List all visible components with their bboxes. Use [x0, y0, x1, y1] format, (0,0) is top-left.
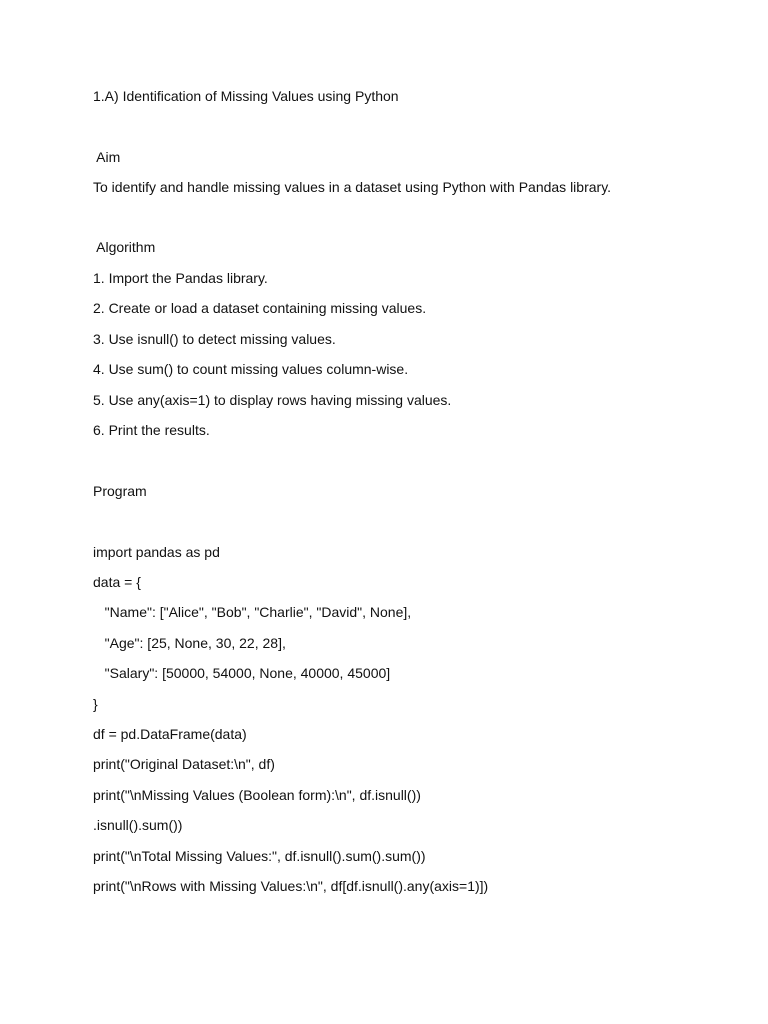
aim-heading: Aim	[93, 149, 121, 165]
algorithm-step: 6. Print the results.	[93, 422, 210, 438]
code-line: print("\nRows with Missing Values:\n", df[df.isnull().any(axis=1)])	[93, 878, 489, 894]
code-line: import pandas as pd	[93, 544, 220, 560]
code-line: "Salary": [50000, 54000, None, 40000, 45000]	[93, 665, 391, 681]
algorithm-heading: Algorithm	[93, 239, 156, 255]
algorithm-step: 2. Create or load a dataset containing missing values.	[93, 300, 427, 316]
code-line: df = pd.DataFrame(data)	[93, 726, 247, 742]
algorithm-step: 3. Use isnull() to detect missing values.	[93, 331, 336, 347]
code-line: "Name": ["Alice", "Bob", "Charlie", "David", None],	[93, 604, 412, 620]
algorithm-step: 1. Import the Pandas library.	[93, 270, 268, 286]
code-line: }	[93, 696, 98, 712]
code-line: .isnull().sum())	[93, 817, 183, 833]
algorithm-step: 5. Use any(axis=1) to display rows having missing values.	[93, 392, 452, 408]
algorithm-step: 4. Use sum() to count missing values column-wise.	[93, 361, 409, 377]
document-title: 1.A) Identification of Missing Values using Python	[93, 88, 399, 104]
code-line: data = {	[93, 574, 141, 590]
code-line: print("\nTotal Missing Values:", df.isnull().sum().sum())	[93, 848, 426, 864]
code-line: print("Original Dataset:\n", df)	[93, 756, 275, 772]
code-line: print("\nMissing Values (Boolean form):\n", df.isnull())	[93, 787, 421, 803]
program-heading: Program	[93, 483, 147, 499]
aim-text: To identify and handle missing values in a dataset using Python with Pandas library.	[93, 179, 612, 195]
code-line: "Age": [25, None, 30, 22, 28],	[93, 635, 286, 651]
